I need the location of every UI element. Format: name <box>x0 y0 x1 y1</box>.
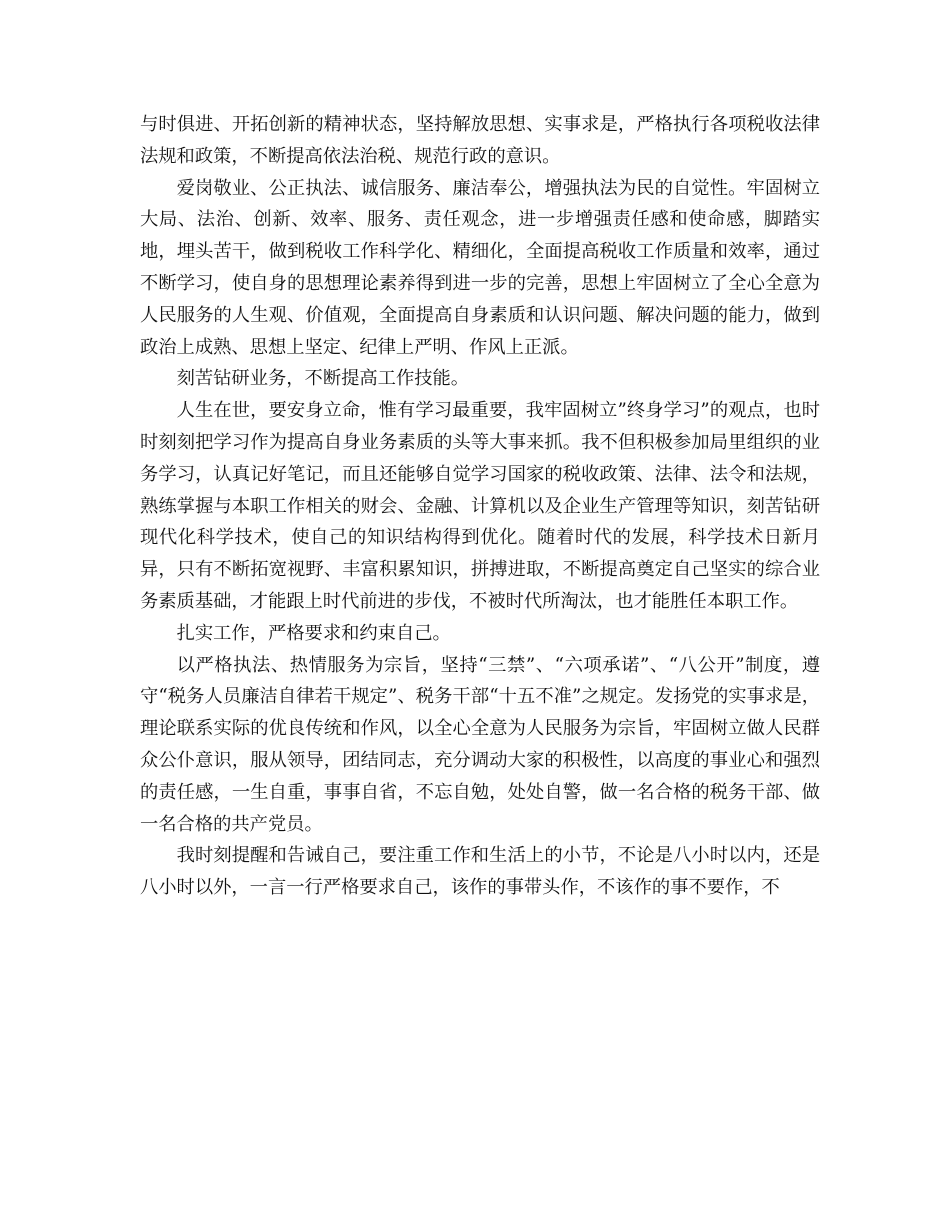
paragraph-6: 以严格执法、热情服务为宗旨，坚持“三禁”、“六项承诺”、“八公开”制度，遵守“税务人员廉洁自律若干规定”、税务干部“十五不准”之规定。发扬党的实事求是，理论联系实际的优良传统和作风，以全心全意为人民服务为宗旨，牢固树立做人民群众公仆意识，服从领导，团结同志，充分调动大家的积极性，以高度的事业心和强烈的责任感，一生自重，事事自省，不忘自勉，处处自警，做一名合格的税务干部、做一名合格的共产党员。 <box>140 654 820 835</box>
paragraph-4: 人生在世，要安身立命，惟有学习最重要，我牢固树立”终身学习”的观点，也时时刻刻把学习作为提高自身业务素质的头等大事来抓。我不但积极参加局里组织的业务学习，认真记好笔记，而且还能够自觉学习国家的税收政策、法律、法令和法规，熟练掌握与本职工作相关的财会、金融、计算机以及企业生产管理等知识，刻苦钻研现代化科学技术，使自己的知识结构得到优化。随着时代的发展，科学技术日新月异，只有不断拓宽视野、丰富积累知识，拼搏进取，不断提高奠定自己坚实的综合业务素质基础，才能跟上时代前进的步伐，不被时代所淘汰，也才能胜任本职工作。 <box>140 400 820 612</box>
paragraph-3: 刻苦钻研业务，不断提高工作技能。 <box>176 368 470 390</box>
document-body <box>140 109 820 904</box>
paragraph-1: 与时俱进、开拓创新的精神状态，坚持解放思想、实事求是，严格执行各项税收法律法规和政策，不断提高依法治税、规范行政的意识。 <box>140 114 820 167</box>
paragraph-7: 我时刻提醒和告诫自己，要注重工作和生活上的小节，不论是八小时以内，还是八小时以外，一言一行严格要求自己，该作的事带头作，不该作的事不要作，不 <box>140 845 820 899</box>
paragraph-2: 爱岗敬业、公正执法、诚信服务、廉洁奉公，增强执法为民的自觉性。牢固树立大局、法治、创新、效率、服务、责任观念，进一步增强责任感和使命感，脚踏实地，埋头苦干，做到税收工作科学化、精细化，全面提高税收工作质量和效率，通过不断学习，使自身的思想理论素养得到进一步的完善，思想上牢固树立了全心全意为人民服务的人生观、价值观，全面提高自身素质和认识问题、解决问题的能力，做到政治上成熟、思想上坚定、纪律上严明、作风上正派。 <box>140 177 820 358</box>
paragraph-5: 扎实工作，严格要求和约束自己。 <box>176 622 451 644</box>
